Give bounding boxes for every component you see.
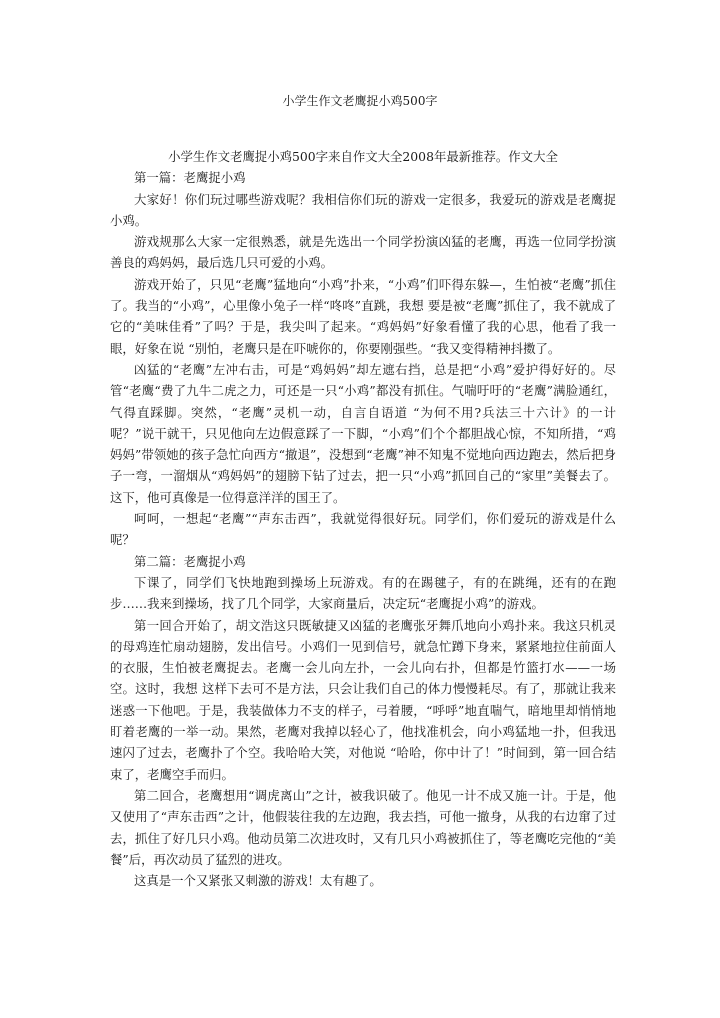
section-1-paragraph: 呵呵，一想起“老鹰”“声东击西”，我就觉得很好玩。同学们，你们爱玩的游戏是什么呢？	[110, 511, 616, 548]
section-2-paragraph: 第一回合开始了，胡文浩这只既敏捷又凶猛的老鹰张牙舞爪地向小鸡扑来。我这只机灵的母鸡连忙扇动翅膀，发出信号。小鸡们一见到信号，就急忙蹲下身来，紧紧地拉住前面人的衣服，生怕被老鹰捉去。老鹰一会儿向左扑，一会儿向右扑，但都是竹篮打水——一场空。这时，我想 这样下去可不是方法，只会让我们自己的体力慢慢耗尽。有了，那就让我来迷惑一下他吧。于是，我装做体力不支的样子，弓着腰，“呼呼”地直喘气，暗地里却悄悄地盯着老鹰的一举一动。果然，老鹰对我掉以轻心了，他找准机会，向小鸡猛地一扑，但我迅速闪了过去，老鹰扑了个空。我哈哈大笑，对他说 “哈哈，你中计了！”时间到，第一回合结束了，老鹰空手而归。	[110, 617, 616, 782]
section-1-paragraph: 凶猛的“老鹰”左冲右击，可是“鸡妈妈”却左遮右挡，总是把“小鸡”爱护得好好的。尽管“老鹰“费了九牛二虎之力，可还是一只“小鸡”都没有抓住。气喘吁吁的“老鹰”满脸通红，气得直踩脚。突然，“老鹰”灵机一动，自言自语道 “为何不用?兵法三十六计》的一计呢？”说干就干，只见他向左边假意踩了一下脚，“小鸡”们个个都胆战心惊，不知所措，“鸡妈妈”带领她的孩子急忙向西方“撤退”，没想到“老鹰”神不知鬼不觉地向西边跑去，然后把身子一弯，一溜烟从“鸡妈妈”的翅膀下钻了过去，把一只“小鸡”抓回自己的“家里”美餐去了。这下，他可真像是一位得意洋洋的国王了。	[110, 361, 616, 505]
section-1-heading: 第一篇：老鹰捉小鸡	[134, 170, 246, 186]
section-1-paragraph: 大家好！你们玩过哪些游戏呢？我相信你们玩的游戏一定很多，我爱玩的游戏是老鹰捉小鸡。	[110, 191, 616, 228]
section-2-paragraph: 这真是一个又紧张又刺激的游戏！太有趣了。	[134, 873, 382, 889]
section-2-paragraph: 第二回合，老鹰想用“调虎离山”之计，被我识破了。他见一计不成又施一计。于是，他又使用了“声东击西”之计，他假装往我的左边跑，我去挡，可他一撤身，从我的右边窜了过去，抓住了好几只小鸡。他动员第二次进攻时，又有几只小鸡被抓住了，等老鹰吃完他的“美餐”后，再次动员了猛烈的进攻。	[110, 787, 616, 867]
section-1-paragraph: 游戏开始了，只见“老鹰”猛地向“小鸡”扑来，“小鸡”们吓得东躲—，生怕被“老鹰”抓住了。我当的“小鸡”，心里像小兔子一样“咚咚”直跳，我想 要是被“老鹰”抓住了，我不就成了它的“美味佳肴”了吗？于是，我尖叫了起来。“鸡妈妈”好象看懂了我的心思，他看了我一眼，好象在说 “别怕，老鹰只是在吓唬你的，你要刚强些。“我又变得精神抖擞了。	[110, 276, 616, 356]
section-1-paragraph: 游戏规那么大家一定很熟悉，就是先选出一个同学扮演凶猛的老鹰，再选一位同学扮演善良的鸡妈妈，最后选几只可爱的小鸡。	[110, 234, 616, 271]
intro-line: 小学生作文老鹰捉小鸡500字来自作文大全2008年最新推荐。作文大全	[168, 149, 558, 164]
document-body	[110, 146, 616, 891]
document-title: 小学生作文老鹰捉小鸡500字	[282, 94, 438, 108]
section-2-paragraph: 下课了，同学们飞快地跑到操场上玩游戏。有的在踢毽子，有的在跳绳，还有的在跑步……我来到操场，找了几个同学，大家商量后，决定玩“老鹰捉小鸡”的游戏。	[110, 574, 616, 612]
section-2-heading: 第二篇：老鹰捉小鸡	[134, 553, 246, 569]
